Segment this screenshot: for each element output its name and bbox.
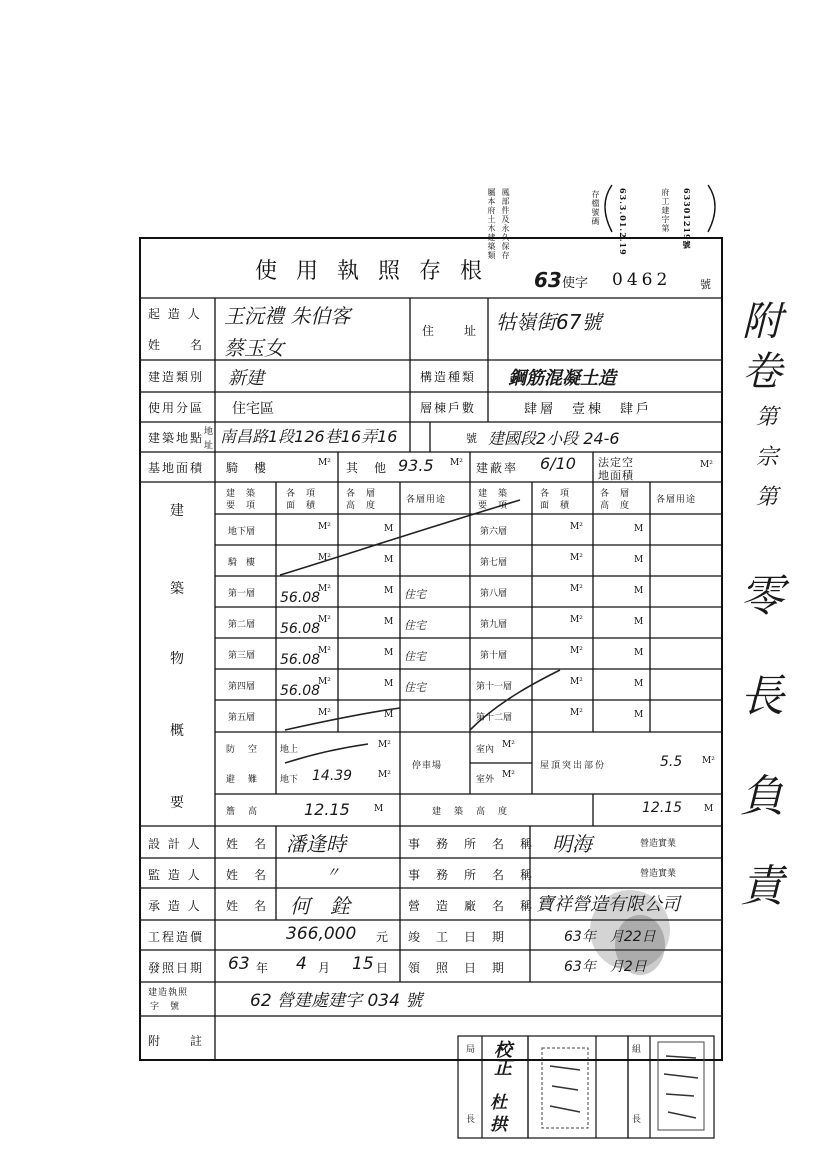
designer-office-suffix: 營造實業 <box>640 839 677 849</box>
unit-ra1: M² <box>570 522 583 532</box>
builder-names: 王沅禮 朱伯客 <box>224 304 351 328</box>
unit-ra6: M² <box>570 677 583 687</box>
designer-value: 潘逢時 <box>286 832 346 856</box>
sign-ju-zhang: 長 <box>466 1115 476 1125</box>
notes-label: 附 註 <box>148 1034 205 1048</box>
margin-char-9: 責 <box>740 861 784 912</box>
floor4-use: 住宅 <box>404 681 426 694</box>
permit-word: 使字 <box>562 276 589 291</box>
margin-char-3: 第 <box>756 405 779 430</box>
col-area-header-2: 面 積 <box>286 501 317 511</box>
other-label: 其 他 <box>346 461 389 475</box>
designer-label: 設 計 人 <box>148 837 202 851</box>
issue-year-label: 年 <box>256 961 271 975</box>
eave-height-label: 簷 高 <box>226 807 260 817</box>
above-ground-label: 地上 <box>280 745 299 755</box>
summary-char-4: 概 <box>170 723 184 739</box>
unit-a2: M² <box>318 553 331 563</box>
permit-no-label-2: 字 號 <box>150 1002 181 1012</box>
unit-rh3: M <box>634 586 644 596</box>
sign-ju: 局 <box>466 1045 476 1055</box>
roof-unit: M² <box>702 756 715 766</box>
archive-stamp-col2: 鳳部件及永久保存 <box>501 188 510 260</box>
issue-month-value: 4 <box>296 954 307 974</box>
col-height-header-r: 各 層 <box>600 489 631 499</box>
unit-h3: M <box>384 586 394 596</box>
floor-10: 第十層 <box>480 651 508 661</box>
legal-open-label: 法定空 <box>598 456 634 469</box>
unit-a7: M² <box>318 708 331 718</box>
floor-8: 第八層 <box>480 589 508 599</box>
permit-no-value: 62 營建處建字 034 號 <box>250 991 423 1011</box>
signature-stamp-right <box>654 1040 710 1134</box>
designer-office-value: 明海 <box>552 832 592 856</box>
floor4-area: 56.08 <box>280 683 321 699</box>
sign-seal-c: 拱 <box>490 1115 507 1135</box>
issue-day-label: 日 <box>376 961 391 975</box>
unit-rh1: M <box>634 524 644 534</box>
roof-label: 屋頂突出部份 <box>540 761 607 771</box>
contractor-firm-value: 寶祥營造有限公司 <box>536 894 680 915</box>
lot-number-label: 號 <box>466 432 477 445</box>
air-defense-label: 防 空 <box>226 745 260 755</box>
unit-ra4: M² <box>570 615 583 625</box>
site-location-di: 地 <box>204 427 214 437</box>
unit-h6: M <box>384 679 394 689</box>
unit-a1: M² <box>318 522 331 532</box>
sign-seal-b: 杜 <box>490 1093 507 1113</box>
permit-number-suffix: 號 <box>700 278 711 291</box>
form-title: 使 用 執 照 存 根 <box>255 259 488 284</box>
permit-number: 0462 <box>612 270 672 290</box>
col-use-header: 各層用途 <box>406 495 447 505</box>
cost-unit: 元 <box>376 930 391 944</box>
site-location-value: 南昌路1段126巷16弄16 <box>220 427 398 446</box>
issue-date-label: 發照日期 <box>148 961 205 975</box>
unit-rh5: M <box>634 648 644 658</box>
unit-h4: M <box>384 617 394 627</box>
archive-stamp-col1: 屬本府土木建築類 <box>487 188 496 260</box>
building-height-label: 建 築 高 度 <box>432 807 510 817</box>
completion-label: 竣 工 日 期 <box>408 930 507 944</box>
floor-11: 第十一層 <box>476 682 513 692</box>
outdoor-unit: M² <box>502 770 515 780</box>
col-area-header-r: 各 項 <box>540 489 571 499</box>
coverage-value: 6/10 <box>540 454 576 473</box>
margin-char-7: 長 <box>740 671 784 722</box>
unit-rh2: M <box>634 555 644 565</box>
col-element-header-r2: 要 項 <box>478 501 509 511</box>
building-height-unit: M <box>704 804 714 814</box>
eave-height-value: 12.15 <box>304 800 350 819</box>
floor-12: 第十二層 <box>476 713 513 723</box>
supervisor-name-label: 姓 名 <box>226 868 269 882</box>
supervisor-office-label: 事 務 所 名 稱 <box>408 868 535 882</box>
sign-zu: 組 <box>632 1045 642 1055</box>
eave-unit: M <box>374 804 384 814</box>
designer-office-label: 事 務 所 名 稱 <box>408 837 535 851</box>
contractor-name-label: 姓 名 <box>226 899 269 913</box>
archive-stamp-col4: 63.3.01.2.19 <box>618 188 628 256</box>
margin-char-2: 卷 <box>742 349 782 395</box>
floor-9: 第九層 <box>480 620 508 630</box>
margin-char-1: 附 <box>742 299 782 345</box>
col-use-header-r: 各層用途 <box>656 495 697 505</box>
col-height-header-2: 高 度 <box>346 501 377 511</box>
shelter-label: 避 難 <box>226 775 260 785</box>
sign-seal-a: 校正 <box>491 1040 512 1076</box>
unit-h2: M <box>384 555 394 565</box>
arcade-unit: M² <box>318 458 331 468</box>
lot-number-value: 建國段2小段 24-6 <box>488 429 620 448</box>
permit-year: 63 <box>534 268 562 292</box>
cost-value: 366,000 <box>286 924 357 944</box>
building-height-value: 12.15 <box>642 800 683 816</box>
margin-char-4: 宗 <box>756 445 779 470</box>
builder-name-label: 姓 名 <box>148 338 205 352</box>
floor-6: 第六層 <box>480 527 508 537</box>
floor-basement: 地下層 <box>228 527 256 537</box>
unit-h7: M <box>384 710 394 720</box>
margin-char-5: 第 <box>756 485 779 510</box>
arcade-label: 騎 樓 <box>226 461 269 475</box>
col-element-header: 建 築 <box>226 489 257 499</box>
site-area-label: 基地面積 <box>148 461 205 475</box>
above-unit: M² <box>378 740 391 750</box>
outdoor-label: 室外 <box>476 775 495 785</box>
legal-open-label-2: 地面積 <box>598 469 634 482</box>
col-area-header: 各 項 <box>286 489 317 499</box>
contractor-value: 何 銓 <box>290 894 350 918</box>
shelter-below-value: 14.39 <box>312 768 353 784</box>
margin-char-8: 負 <box>740 771 784 822</box>
permit-no-label: 建造執照 <box>148 988 189 998</box>
indoor-label: 室內 <box>476 745 495 755</box>
cost-label: 工程造價 <box>148 930 205 944</box>
site-location-zhi: 址 <box>204 441 214 451</box>
coverage-label: 建蔽率 <box>476 461 519 475</box>
unit-a5: M² <box>318 646 331 656</box>
indoor-unit: M² <box>502 740 515 750</box>
unit-ra5: M² <box>570 646 583 656</box>
floor3-area: 56.08 <box>280 652 321 668</box>
floor3-use: 住宅 <box>404 650 426 663</box>
parking-label: 停車場 <box>412 761 443 771</box>
summary-char-5: 要 <box>170 795 184 811</box>
below-unit: M² <box>378 770 391 780</box>
sign-zu-zhang: 長 <box>632 1115 642 1125</box>
other-unit: M² <box>450 458 463 468</box>
structure-type-value: 鋼筋混凝土造 <box>508 368 616 389</box>
other-area-value: 93.5 <box>398 456 434 475</box>
archive-stamp-col6: 63301219號 <box>682 188 692 250</box>
roof-area-value: 5.5 <box>660 754 683 770</box>
floor-1: 第一層 <box>228 589 256 599</box>
summary-char-1: 建 <box>170 503 184 519</box>
unit-ra3: M² <box>570 584 583 594</box>
unit-h1: M <box>384 524 394 534</box>
summary-char-2: 築 <box>170 581 184 597</box>
col-area-header-r2: 面 積 <box>540 501 571 511</box>
building-type-label: 建造類別 <box>148 370 205 384</box>
site-location-label: 建築地點 <box>148 431 205 445</box>
unit-rh6: M <box>634 679 644 689</box>
col-height-header-r2: 高 度 <box>600 501 631 511</box>
below-ground-label: 地下 <box>280 775 299 785</box>
receive-date-label: 領 照 日 期 <box>408 961 507 975</box>
unit-a4: M² <box>318 615 331 625</box>
floor-7: 第七層 <box>480 558 508 568</box>
building-type-value: 新建 <box>228 368 264 389</box>
usage-zone-label: 使用分區 <box>148 401 205 415</box>
unit-rh4: M <box>634 617 644 627</box>
supervisor-value: 〃 <box>326 865 340 881</box>
col-height-header: 各 層 <box>346 489 377 499</box>
unit-a3: M² <box>318 584 331 594</box>
issue-day-value: 15 <box>352 954 374 974</box>
floor2-use: 住宅 <box>404 619 426 632</box>
issue-month-label: 月 <box>318 961 333 975</box>
unit-rh7: M <box>634 710 644 720</box>
builder-label: 起 造 人 <box>148 307 202 321</box>
floors-units-value: 肆層 壹棟 肆戶 <box>524 402 653 417</box>
unit-a6: M² <box>318 677 331 687</box>
designer-name-label: 姓 名 <box>226 837 269 851</box>
floor-arcade: 騎 樓 <box>228 558 256 568</box>
builder-names-2: 蔡玉女 <box>224 336 284 360</box>
col-element-header-2: 要 項 <box>226 501 257 511</box>
unit-h5: M <box>384 648 394 658</box>
receive-date-value: 63年 月2日 <box>564 959 647 975</box>
floor-2: 第二層 <box>228 620 256 630</box>
unit-ra2: M² <box>570 553 583 563</box>
floor1-area: 56.08 <box>280 590 321 606</box>
archive-stamp-col5: 府工建字第 <box>661 188 670 233</box>
usage-zone-value: 住宅區 <box>232 401 274 417</box>
margin-char-6: 零 <box>740 571 784 622</box>
address-value: 牯嶺街67號 <box>496 310 602 334</box>
archive-stamp-col3: 存檔號碼 <box>591 190 600 226</box>
address-label: 住 址 <box>422 324 479 338</box>
floor2-area: 56.08 <box>280 621 321 637</box>
floor-4: 第四層 <box>228 682 256 692</box>
floor1-use: 住宅 <box>404 588 426 601</box>
supervisor-label: 監 造 人 <box>148 868 202 882</box>
summary-char-3: 物 <box>170 651 184 667</box>
legal-open-unit: M² <box>700 460 713 470</box>
col-element-header-r: 建 築 <box>478 489 509 499</box>
contractor-label: 承 造 人 <box>148 899 202 913</box>
supervisor-office-suffix: 營造實業 <box>640 869 677 879</box>
completion-value: 63年 月22日 <box>564 929 656 945</box>
signature-stamp-middle <box>540 1046 592 1132</box>
contractor-firm-label: 營 造 廠 名 稱 <box>408 899 535 913</box>
floors-units-label: 層棟戶數 <box>420 401 477 415</box>
floor-5: 第五層 <box>228 713 256 723</box>
issue-year-value: 63 <box>228 954 250 974</box>
floor-3: 第三層 <box>228 651 256 661</box>
structure-type-label: 構造種類 <box>420 370 477 384</box>
unit-ra7: M² <box>570 708 583 718</box>
